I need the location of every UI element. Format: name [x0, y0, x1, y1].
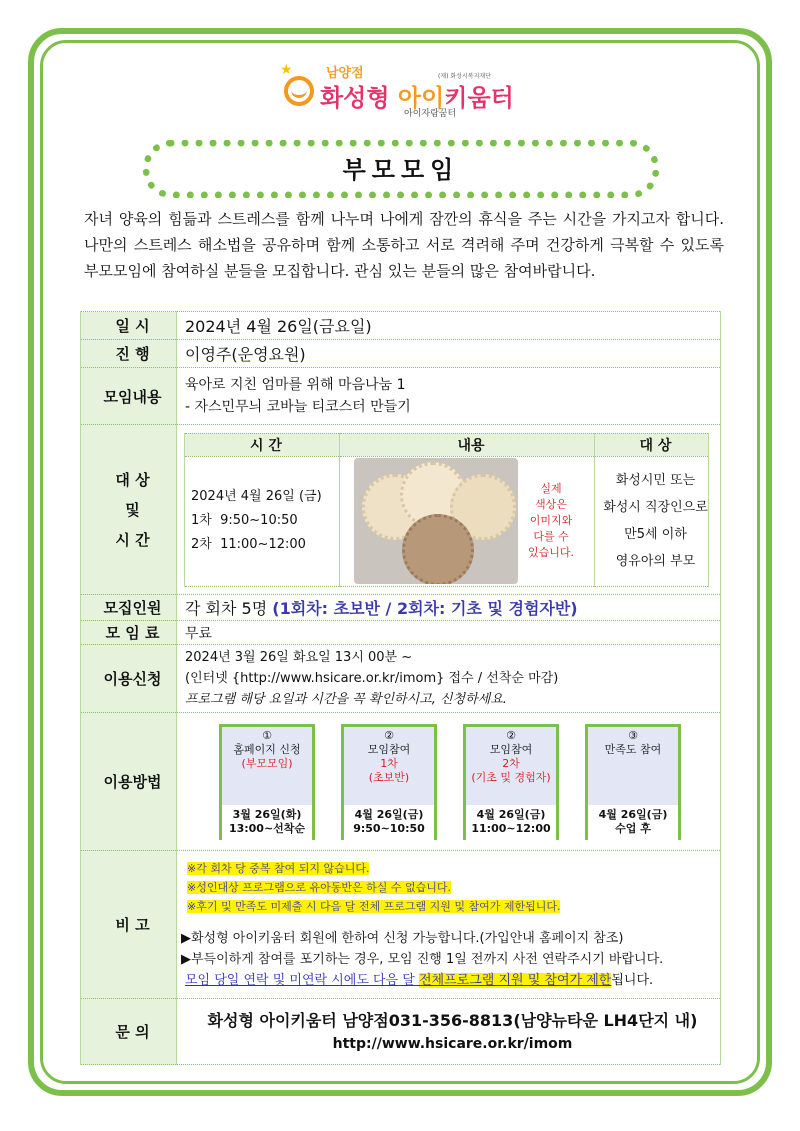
label-method: 이용방법 [81, 713, 177, 851]
content-line-1: 육아로 지친 엄마를 위해 마음나눔 1 [185, 377, 406, 393]
row-date [81, 312, 721, 340]
coaster-photo [354, 458, 518, 584]
time-date: 2024년 4월 26일 (금) [191, 489, 322, 504]
target-4: 영유아의 부모 [615, 554, 696, 569]
row-contact [81, 999, 721, 1065]
label-recruit: 모집인원 [81, 595, 177, 621]
note-bullet-3a: 모임 당일 연락 및 미연락 시에도 다음 달 [185, 972, 419, 988]
page-title: 부모모임 [342, 156, 460, 184]
target-2: 화성시 직장인으로 [603, 500, 708, 515]
row-target-time [81, 425, 721, 595]
note-yellow-3: ※후기 및 만족도 미제출 시 다음 달 전체 프로그램 지원 및 참여가 제한됩니다. [187, 899, 561, 913]
logo-name: 화성형 아이키움터 [320, 84, 514, 112]
apply-line-1: 2024년 3월 26일 화요일 13시 00분 ~ [185, 650, 413, 665]
info-table [80, 311, 721, 1065]
row-method [81, 713, 721, 851]
note-yellow-1: ※각 회차 당 중복 참여 되지 않습니다. [187, 861, 370, 875]
step-4: ③ 만족도 참여 4월 26일(금) 수업 후 [585, 724, 681, 840]
contact-line-1: 화성형 아이키움터 남양점031-356-8813(남양뉴타운 LH4단지 내) [207, 1010, 698, 1030]
logo-sub: 아이자람꿈터 [404, 109, 457, 119]
note-bullet-2: ▶부득이하게 참여를 포기하는 경우, 모임 진행 1일 전까지 사전 연락주시기 바랍니다. [181, 951, 664, 967]
label-contact: 문 의 [81, 999, 177, 1065]
photo-note: 실제 색상은 이미지와 다를 수 있습니다. [527, 482, 574, 559]
step-3: ② 모임참여 2차 (기초 및 경험자) 4월 26일(금) 11:00~12:00 [463, 724, 559, 840]
intro-text: 자녀 양육의 힘듦과 스트레스를 함께 나누며 나에게 잠깐의 휴식을 주는 시간을 가지고자 합니다. 나만의 스트레스 해소법을 공유하며 함께 소통하고 서로 격려해 주며 건강하게 극복할 수 있도록 부모모임에 참여하실 분들을 모집합니다. 관심 있는 분들의 많은 참여바랍니다. [84, 210, 724, 280]
content-line-2: - 자스민무늬 코바늘 티코스터 만들기 [185, 399, 411, 415]
contact-url[interactable]: http://www.hsicare.or.kr/imom [332, 1035, 573, 1052]
note-bullet-3b: 전체프로그램 지원 및 참여가 제한 [419, 972, 612, 988]
apply-line-3: 프로그램 해당 요일과 시간을 꼭 확인하시고, 신청하세요. [185, 692, 507, 707]
star-icon: ★ [280, 62, 293, 78]
target-3: 만5세 이하 [624, 527, 687, 542]
time-1: 1차 9:50~10:50 [191, 513, 298, 528]
row-fee [81, 621, 721, 645]
value-fee: 무료 [177, 621, 721, 645]
label-date: 일 시 [81, 312, 177, 340]
header-content: 내용 [340, 433, 595, 456]
value-recruit: 각 회차 5명 [185, 599, 268, 618]
header-target: 대 상 [595, 433, 709, 456]
label-target-time: 대 상 및 시 간 [81, 425, 177, 595]
note-yellow-2: ※성인대상 프로그램으로 유아동반은 하실 수 없습니다. [187, 880, 451, 894]
label-apply: 이용신청 [81, 645, 177, 713]
label-notes: 비 고 [81, 851, 177, 999]
row-content [81, 368, 721, 425]
apply-line-2: (인터넷 {http://www.hsicare.or.kr/imom} 접수 / 선착순 마감) [185, 671, 559, 686]
note-bullet-3c: 됩니다. [611, 972, 654, 988]
label-host: 진 행 [81, 340, 177, 368]
logo-branch: 남양점 [326, 66, 364, 81]
logo [280, 62, 540, 122]
time-2: 2차 11:00~12:00 [191, 537, 306, 552]
label-fee: 모 임 료 [81, 621, 177, 645]
row-recruit [81, 595, 721, 621]
recruit-detail: (1회차: 초보반 / 2회차: 기초 및 경험자반) [272, 599, 578, 618]
value-date: 2024년 4월 26일(금요일) [177, 312, 721, 340]
step-2: ② 모임참여 1차 (초보반) 4월 26일(금) 9:50~10:50 [341, 724, 437, 840]
row-apply [81, 645, 721, 713]
logo-partner: (재) 화성시복지재단 [438, 73, 491, 80]
header-time: 시 간 [185, 433, 340, 456]
row-host [81, 340, 721, 368]
value-host: 이영주(운영요원) [177, 340, 721, 368]
schedule-table [184, 433, 709, 587]
note-bullet-1: ▶화성형 아이키움터 회원에 한하여 신청 가능합니다.(가입안내 홈페이지 참조) [181, 930, 624, 946]
target-1: 화성시민 또는 [615, 473, 696, 488]
steps [185, 718, 720, 846]
step-1: ① 홈페이지 신청 (부모모임) 3월 26일(화) 13:00~선착순 [219, 724, 315, 840]
row-notes [81, 851, 721, 999]
label-content: 모임내용 [81, 368, 177, 425]
